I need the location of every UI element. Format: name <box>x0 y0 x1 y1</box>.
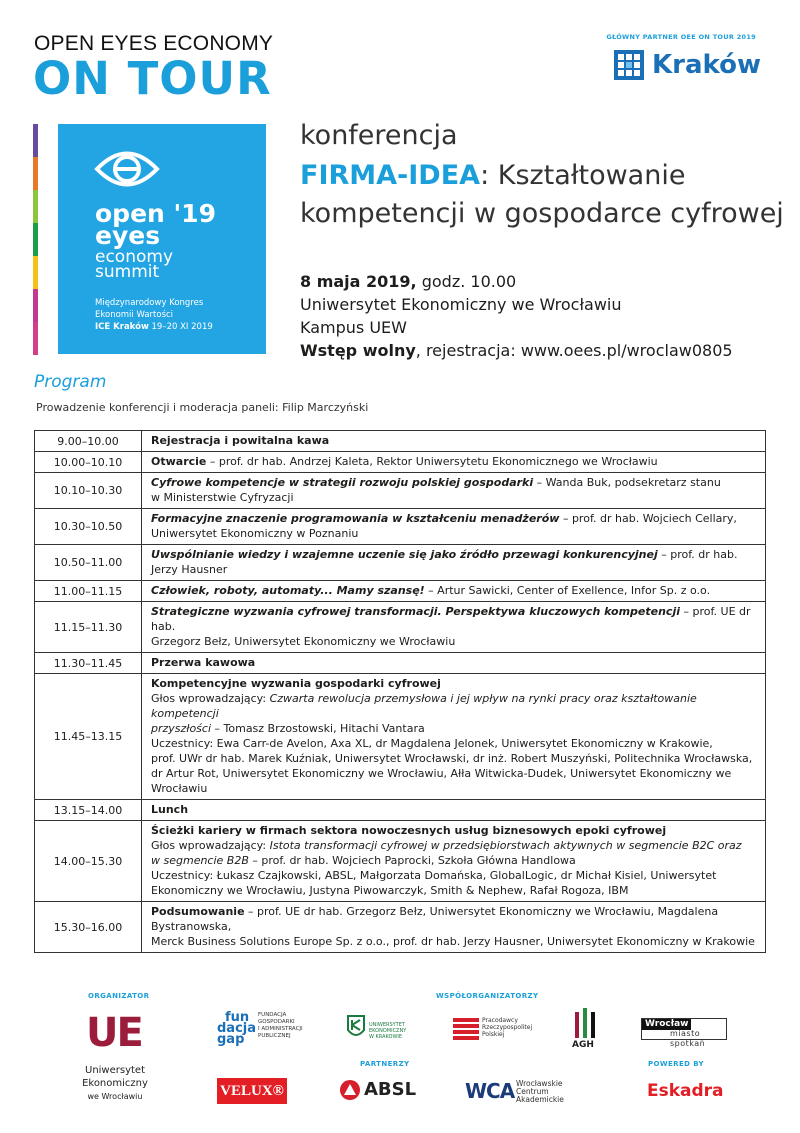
row-line <box>151 721 759 736</box>
conference-title <box>300 160 685 191</box>
fundacja-gap-mark <box>217 1012 256 1045</box>
row-text: Czwarta rewolucja przemysłowa i jej wpływ na rynki pracy oraz kształtowanie kompetencji <box>151 692 697 720</box>
oe-line-1: open '19 <box>95 199 216 228</box>
row-line <box>151 604 759 634</box>
row-line <box>151 475 759 490</box>
row-text: Formacyjne znaczenie programowania w kształceniu menadżerów <box>151 512 560 525</box>
row-time: 10.50–11.00 <box>35 545 142 581</box>
fundacja-gap-text <box>258 1012 303 1040</box>
row-description <box>142 509 766 545</box>
row-text: Lunch <box>151 803 189 816</box>
date-rest: godz. 10.00 <box>416 272 517 291</box>
krakow-wordmark: Kraków <box>652 50 761 80</box>
oe-line-2: eyes <box>95 221 161 250</box>
row-text: Istota transformacji cyfrowej w przedsiębiorstwach aktywnych w segmencie B2C oraz <box>269 839 742 852</box>
row-time: 11.30–11.45 <box>35 653 142 674</box>
row-text: w Ministerstwie Cyfryzacji <box>151 491 294 504</box>
row-text: Ekonomiczny we Wrocławiu, Justyna Piwowarczyk, Smith & Nephew, Rafał Rogoza, IBM <box>151 884 629 897</box>
row-description <box>142 431 766 452</box>
row-line <box>151 883 759 898</box>
row-line <box>151 802 759 817</box>
venue-line-2: Kampus UEW <box>300 318 407 337</box>
organizer-label: ORGANIZATOR <box>88 992 150 1000</box>
row-time: 10.30–10.50 <box>35 509 142 545</box>
wroclaw-1: Wrocław <box>642 1019 691 1030</box>
row-time: 11.45–13.15 <box>35 674 142 800</box>
table-row <box>35 821 766 902</box>
row-description <box>142 653 766 674</box>
ue-name-2: Ekonomiczny <box>82 1078 148 1089</box>
ue-logo-mark <box>86 1010 142 1056</box>
oe-ice-bold: ICE Kraków <box>95 322 149 332</box>
row-line <box>151 583 759 598</box>
entry-line <box>300 339 733 362</box>
row-text: – prof. dr hab. Jerzy Hausner <box>151 548 738 576</box>
color-stripes <box>33 124 38 354</box>
program-heading: Program <box>34 372 107 392</box>
row-time: 9.00–10.00 <box>35 431 142 452</box>
row-line <box>151 490 759 505</box>
program-table <box>34 430 766 953</box>
row-text: – Tomasz Brzostowski, Hitachi Vantara <box>211 722 425 735</box>
oe-ice-dates: 19–20 XI 2019 <box>148 322 213 332</box>
pracodawcy-flag-icon <box>453 1018 479 1040</box>
row-text: prof. UWr dr hab. Marek Kuźniak, Uniwersytet Wrocławski, dr inż. Robert Muszyński, Politechnika Wrocławska, <box>151 752 753 765</box>
row-text: Rejestracja i powitalna kawa <box>151 434 330 447</box>
row-text: Otwarcie <box>151 455 207 468</box>
row-line <box>151 433 759 448</box>
row-line <box>151 655 759 670</box>
conference-date <box>300 270 733 293</box>
row-text: – prof. dr hab. Andrzej Kaleta, Rektor Uniwersytetu Ekonomicznego we Wrocławiu <box>206 455 658 468</box>
oe-line-3: economy <box>95 247 174 267</box>
uek-crest-icon <box>346 1014 366 1040</box>
date-bold: 8 maja 2019, <box>300 272 417 291</box>
oe-desc-2: Ekonomii Wartości <box>95 310 174 320</box>
venue-line-1: Uniwersytet Ekonomiczny we Wrocławiu <box>300 295 622 314</box>
eye-icon <box>94 146 160 192</box>
row-line <box>151 934 759 949</box>
row-line <box>151 526 759 541</box>
table-row <box>35 902 766 953</box>
table-row <box>35 452 766 473</box>
row-time: 13.15–14.00 <box>35 800 142 821</box>
row-text: Kompetencyjne wyzwania gospodarki cyfrowej <box>151 677 441 690</box>
row-text: Merck Business Solutions Europe Sp. z o.o., prof. dr hab. Jerzy Hausner, Uniwersytet Ekonomiczny w Krakowie <box>151 935 755 948</box>
row-text: Przerwa kawowa <box>151 656 256 669</box>
conference-title-line-2: kompetencji w gospodarce cyfrowej <box>300 198 784 229</box>
brand-line-1: OPEN EYES ECONOMY <box>34 32 274 55</box>
open-eyes-summit-logo <box>58 124 266 354</box>
prp-1: Pracodawcy <box>482 1017 518 1024</box>
uek-3: W KRAKOWIE <box>369 1034 403 1040</box>
table-row <box>35 602 766 653</box>
row-time: 15.30–16.00 <box>35 902 142 953</box>
row-text: dr Artur Rot, Uniwersytet Ekonomiczny we Wrocławiu, Ałła Witwicka-Dudek, Uniwersytet Ekonomiczny we Wrocławiu <box>151 767 732 795</box>
row-description <box>142 581 766 602</box>
ft-4: PUBLICZNEJ <box>258 1033 291 1039</box>
row-line <box>151 868 759 883</box>
row-text: – prof. UE dr hab. <box>151 605 751 633</box>
table-row <box>35 473 766 509</box>
row-time: 10.00–10.10 <box>35 452 142 473</box>
velux-logo: VELUX® <box>217 1078 287 1104</box>
row-line <box>151 676 759 691</box>
row-time: 11.00–11.15 <box>35 581 142 602</box>
wca-text <box>516 1080 564 1104</box>
row-text: Głos wprowadzający: <box>151 692 270 705</box>
table-row <box>35 674 766 800</box>
uek-2: EKONOMICZNY <box>369 1028 407 1034</box>
table-row <box>35 431 766 452</box>
ue-name-1: Uniwersytet <box>85 1065 145 1076</box>
agh-text: AGH <box>572 1040 594 1050</box>
krakow-emblem-icon <box>614 50 644 80</box>
eskadra-logo: Eskadra <box>647 1081 724 1101</box>
table-row <box>35 581 766 602</box>
row-text: przyszłości <box>151 722 212 735</box>
row-text: – Artur Sawicki, Center of Exellence, Infor Sp. z o.o. <box>424 584 711 597</box>
row-text: Grzegorz Bełz, Uniwersytet Ekonomiczny we Wrocławiu <box>151 635 456 648</box>
wroclaw-logo <box>641 1018 727 1048</box>
fg-2: dacja <box>217 1021 257 1036</box>
ue-name <box>80 1064 150 1103</box>
row-line <box>151 751 759 766</box>
row-time: 10.10–10.30 <box>35 473 142 509</box>
ft-3: I ADMINISTRACJI <box>258 1026 303 1032</box>
pracodawcy-text <box>482 1017 532 1038</box>
row-line <box>151 736 759 751</box>
ft-2: GOSPODARKI <box>258 1019 295 1025</box>
moderator-line: Prowadzenie konferencji i moderacja paneli: Filip Marczyński <box>36 401 369 414</box>
row-text: Uczestnicy: Łukasz Czajkowski, ABSL, Małgorzata Domańska, GlobalLogic, dr Michał Kisiel, Uniwersytet <box>151 869 717 882</box>
row-text: Uniwersytet Ekonomiczny w Poznaniu <box>151 527 359 540</box>
wca-2: Centrum <box>516 1087 549 1096</box>
krakow-logo <box>614 50 761 80</box>
conference-title-bold: FIRMA-IDEA <box>300 160 481 191</box>
row-description <box>142 602 766 653</box>
row-description <box>142 902 766 953</box>
row-line <box>151 766 759 796</box>
oe-desc-1: Międzynarodowy Kongres <box>95 298 204 308</box>
partners-label: PARTNERZY <box>360 1060 410 1068</box>
entry-rest: , rejestracja: www.oees.pl/wroclaw0805 <box>415 341 733 360</box>
prp-2: Rzeczypospolitej <box>482 1024 533 1031</box>
brand-line-2: ON TOUR <box>33 52 272 105</box>
wca-1: Wrocławskie <box>516 1079 563 1088</box>
row-text: – prof. UE dr hab. Grzegorz Bełz, Uniwersytet Ekonomiczny we Wrocławiu, Magdalena Bystranowska, <box>151 905 719 933</box>
row-description <box>142 452 766 473</box>
row-text: – prof. dr hab. Wojciech Cellary, <box>559 512 737 525</box>
row-text: – prof. dr hab. Wojciech Paprocki, Szkoła Główna Handlowa <box>248 854 576 867</box>
row-time: 11.15–11.30 <box>35 602 142 653</box>
row-text: Uwspólnianie wiedzy i wzajemne uczenie się jako źródło przewagi konkurencyjnej <box>151 548 658 561</box>
wca-3: Akademickie <box>516 1095 564 1104</box>
absl-mark-icon <box>339 1079 361 1101</box>
conference-title-rest: : Kształtowanie <box>480 160 686 191</box>
conference-info <box>300 270 733 362</box>
row-line <box>151 823 759 838</box>
table-row <box>35 653 766 674</box>
table-row <box>35 509 766 545</box>
row-line <box>151 547 759 577</box>
uek-text <box>369 1022 406 1040</box>
entry-bold: Wstęp wolny <box>300 341 416 360</box>
row-text: Uczestnicy: Ewa Carr-de Avelon, Axa XL, dr Magdalena Jelonek, Uniwersytet Ekonomiczny w Krakowie, <box>151 737 713 750</box>
oe-ice <box>95 321 213 333</box>
agh-emblem-icon <box>574 1008 596 1038</box>
row-line <box>151 634 759 649</box>
row-line <box>151 454 759 469</box>
row-description <box>142 545 766 581</box>
wroclaw-2: miasto spotkań <box>670 1029 706 1048</box>
row-description <box>142 674 766 800</box>
table-row <box>35 545 766 581</box>
row-line <box>151 511 759 526</box>
row-text: Podsumowanie <box>151 905 245 918</box>
row-text: Głos wprowadzający: <box>151 839 270 852</box>
powered-label: POWERED BY <box>648 1060 705 1068</box>
row-line <box>151 691 759 721</box>
absl-text: ABSL <box>364 1079 417 1100</box>
row-line <box>151 853 759 868</box>
coorganizers-label: WSPÓŁORGANIZATORZY <box>436 992 539 1000</box>
row-description <box>142 473 766 509</box>
fg-3: gap <box>217 1032 245 1047</box>
conference-kind: konferencja <box>300 120 458 151</box>
prp-3: Polskiej <box>482 1031 505 1038</box>
row-line <box>151 904 759 934</box>
ue-mark: UE <box>86 1010 142 1056</box>
ue-name-3: we Wrocławiu <box>87 1092 143 1101</box>
fg-1: fun <box>225 1010 250 1025</box>
main-partner-label: GŁÓWNY PARTNER OEE ON TOUR 2019 <box>606 33 756 41</box>
row-text: w segmencie B2B <box>151 854 249 867</box>
table-row <box>35 800 766 821</box>
row-text: Ścieżki kariery w firmach sektora nowoczesnych usług biznesowych epoki cyfrowej <box>151 824 667 837</box>
uek-1: UNIWERSYTET <box>369 1022 405 1028</box>
row-text: Strategiczne wyzwania cyfrowej transformacji. Perspektywa kluczowych kompetencji <box>151 605 680 618</box>
row-text: Cyfrowe kompetencje w strategii rozwoju polskiej gospodarki <box>151 476 534 489</box>
row-text: – Wanda Buk, podsekretarz stanu <box>533 476 721 489</box>
row-line <box>151 838 759 853</box>
row-text: Człowiek, roboty, automaty... Mamy szansę! <box>151 584 425 597</box>
wca-mark: WCA <box>465 1079 515 1103</box>
row-description <box>142 821 766 902</box>
ft-1: FUNDACJA <box>258 1012 287 1018</box>
oe-line-4: summit <box>95 262 160 282</box>
row-description <box>142 800 766 821</box>
row-time: 14.00–15.30 <box>35 821 142 902</box>
